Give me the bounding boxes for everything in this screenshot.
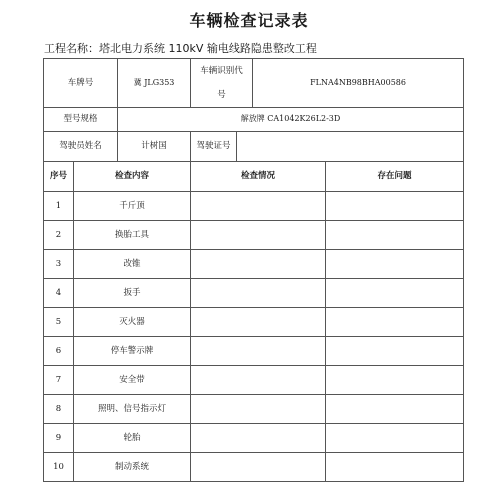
row-status xyxy=(191,337,326,366)
driver-value: 计树国 xyxy=(118,132,191,162)
document-title: 车辆检查记录表 xyxy=(189,11,309,30)
table-row xyxy=(44,308,464,337)
row-no: 1 xyxy=(44,192,74,221)
row-no: 4 xyxy=(44,279,74,308)
row-issue xyxy=(326,279,464,308)
plate-label: 车牌号 xyxy=(44,59,118,108)
license-value xyxy=(237,132,464,162)
driver-label: 驾驶员姓名 xyxy=(44,132,118,162)
table-row xyxy=(44,337,464,366)
row-item: 灭火器 xyxy=(74,308,191,337)
row-item: 停车警示牌 xyxy=(74,337,191,366)
row-no: 9 xyxy=(44,424,74,453)
row-status xyxy=(191,453,326,482)
inspection-header-row xyxy=(44,162,464,192)
row-status xyxy=(191,221,326,250)
table-row xyxy=(44,192,464,221)
row-item: 换胎工具 xyxy=(74,221,191,250)
plate-row xyxy=(44,59,464,108)
plate-value: 冀 JLG353 xyxy=(118,59,191,108)
table-row xyxy=(44,366,464,395)
driver-row xyxy=(44,132,464,162)
table-row xyxy=(44,395,464,424)
row-issue xyxy=(326,221,464,250)
model-row xyxy=(44,108,464,132)
row-item: 安全带 xyxy=(74,366,191,395)
row-no: 5 xyxy=(44,308,74,337)
project-label: 工程名称： xyxy=(44,42,99,55)
row-status xyxy=(191,279,326,308)
row-issue xyxy=(326,424,464,453)
row-item: 改锥 xyxy=(74,250,191,279)
col-header-no: 序号 xyxy=(44,162,74,192)
row-no: 3 xyxy=(44,250,74,279)
row-status xyxy=(191,366,326,395)
row-issue xyxy=(326,337,464,366)
row-issue xyxy=(326,395,464,424)
row-item: 照明、信号指示灯 xyxy=(74,395,191,424)
project-name: 塔北电力系统 110kV 输电线路隐患整改工程 xyxy=(99,42,317,55)
project-name-line xyxy=(44,40,317,56)
table-row xyxy=(44,453,464,482)
table-row xyxy=(44,221,464,250)
row-issue xyxy=(326,366,464,395)
row-issue xyxy=(326,453,464,482)
vin-label: 车辆识别代 号 xyxy=(191,59,253,108)
col-header-status: 检查情况 xyxy=(191,162,326,192)
table-row xyxy=(44,279,464,308)
row-item: 轮胎 xyxy=(74,424,191,453)
row-no: 10 xyxy=(44,453,74,482)
row-status xyxy=(191,308,326,337)
row-item: 制动系统 xyxy=(74,453,191,482)
row-issue xyxy=(326,308,464,337)
row-no: 7 xyxy=(44,366,74,395)
row-issue xyxy=(326,250,464,279)
row-issue xyxy=(326,192,464,221)
model-value: 解放牌 CA1042K26L2-3D xyxy=(118,108,464,132)
table-row xyxy=(44,424,464,453)
vin-value: FLNA4NB98BHA00586 xyxy=(253,59,464,108)
row-status xyxy=(191,192,326,221)
row-status xyxy=(191,250,326,279)
row-item: 千斤顶 xyxy=(74,192,191,221)
license-label: 驾驶证号 xyxy=(191,132,237,162)
row-no: 2 xyxy=(44,221,74,250)
row-item: 扳手 xyxy=(74,279,191,308)
row-no: 6 xyxy=(44,337,74,366)
row-no: 8 xyxy=(44,395,74,424)
col-header-issue: 存在问题 xyxy=(326,162,464,192)
table-row xyxy=(44,250,464,279)
row-status xyxy=(191,424,326,453)
model-label: 型号规格 xyxy=(44,108,118,132)
row-status xyxy=(191,395,326,424)
col-header-item: 检查内容 xyxy=(74,162,191,192)
vehicle-inspection-table xyxy=(43,58,464,482)
